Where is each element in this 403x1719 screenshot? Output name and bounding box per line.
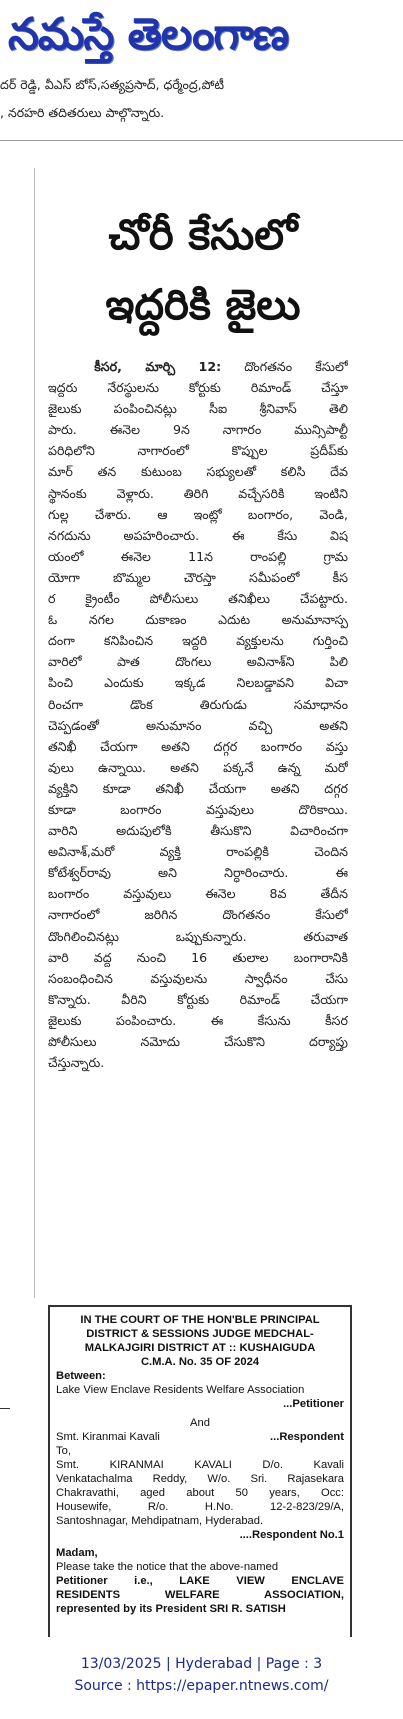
notice-to: To, [56,1445,71,1457]
notice-title-line: DISTRICT & SESSIONS JUDGE MEDCHAL- [86,1328,314,1340]
newspaper-logo: నమస్తే తెలంగాణ [8,9,289,60]
article-line: చేస్తున్నారు. [48,1055,105,1071]
article-line: వ్యక్తిని కూడా తనిఖీ చేయగా అతని దగ్గర [48,780,348,796]
notice-address-line: Smt. KIRANMAI KAVALI D/o. Kavali [56,1459,344,1471]
notice-title-line: C.M.A. No. 35 OF 2024 [140,1356,260,1368]
article-line: వులు ఉన్నాయి. అతని పక్కనే ఉన్న మరో [48,759,348,775]
article-line: వారి వద్ద నుంచి 16 తులాల బంగారానికి [48,949,348,965]
article-line: స్థానంకు వెళ్లారు. తిరిగి వచ్చేసరికి ఇంటిని [48,485,348,501]
notice-respondent-name: Smt. Kiranmai Kavali [56,1431,160,1443]
dateline: కీసర, మార్చి 12: [94,359,222,374]
notice-title-line: IN THE COURT OF THE HON'BLE PRINCIPAL [80,1314,320,1326]
footer-source: Source : https://epaper.ntnews.com/ [74,1678,329,1694]
column-mark [0,1408,10,1409]
article-line: వారిలో పాత దొంగలు అవినాశ్‌ని పిలి [48,654,348,670]
article-line: రించగా డొంక తిరుగుడు సమాధానం [48,696,348,712]
notice-respondent [50,1430,350,1444]
headline-line-2: ఇద్దరికి జైలు [105,280,301,329]
notice-petitioner-name: Lake View Enclave Residents Welfare Association [56,1384,305,1396]
notice-and: And [190,1417,210,1429]
notice-address-line: Venkatachalma Reddy, W/o. Sri. Rajasekara [56,1473,344,1485]
column-divider [34,168,35,1298]
article-line: నగదును అపహరించారు. ఈ కేసు విష [48,527,348,543]
article-line: చెప్పడంతో అనుమానం వచ్చి అతని [48,717,348,733]
article-line: తనిఖీ చేయగా అతని దగ్గర బంగారం వస్తు [48,738,348,754]
article-line: పరిధిలోని నాగారంలో కొప్పుల ప్రదీప్‌కు [48,443,348,459]
masthead [0,0,403,72]
notice-body-line: represented by its President SRI R. SATISH [56,1603,286,1615]
article-line: పారు. ఈనెల 9న నాగారం మున్సిపాల్టీ [48,422,348,438]
previous-article-line-2: , నరహరి తదితరులు పాల్గొన్నారు. [0,105,165,120]
article-line: నాగారంలో జరిగిన దొంగతనం కేసులో [48,907,348,923]
article-line: కూడా బంగారం వస్తువులు దొరికాయి. [48,801,348,817]
article-line: దంగా కనిపించిన ఇద్దరి వ్యక్తులను గుర్తించి [48,633,348,649]
notice-body-line: RESIDENTS WELFARE ASSOCIATION, [56,1589,344,1601]
article-line: అవినాశ్,మరో వ్యక్తి రాంపల్లికి చెందిన [48,844,348,860]
section-divider [0,140,403,141]
notice-title-line: MALKAJGIRI DISTRICT AT :: KUSHAIGUDA [84,1342,316,1354]
article-line: కొన్నారు. వీరిని కోర్టుకు రిమాండ్ చేయగా [48,991,348,1007]
previous-article-line-1: దర్ రెడ్డి, వీఎస్ బోస్,సత్యప్రసాద్, ధర్మేంద్ర,పోటీ [0,77,225,92]
article-line: పోలీసులు నమోదు చేసుకొని దర్యాప్తు [48,1034,348,1049]
notice-salutation: Madam, [56,1547,98,1559]
article-line: మార్ తన కుటుంబ సభ్యులతో కలిసి దేవ [48,464,348,480]
article-line: దొంగతనం కేసులో [244,359,348,374]
article-line: బంగారం వస్తువులు ఈనెల 8వ తేదీన [48,886,348,902]
headline-line-1: చోరీ కేసులో [108,210,298,259]
notice-petitioner-role: ...Petitioner [283,1398,344,1410]
legal-notice [48,1305,352,1637]
article-line: యంలో ఈనెల 11న రాంపల్లి గ్రామ [48,548,348,564]
notice-body-line: Petitioner i.e., LAKE VIEW ENCLAVE [56,1575,344,1587]
notice-respondent-role: ...Respondent [270,1431,344,1443]
notice-title [50,1307,350,1369]
article-line: ఇద్దరు నేరస్థులను కోర్టుకు రిమాండ్ చేస్తూ [48,380,348,396]
article-line: ఓ నగల దుకాణం ఎదుట అనుమానాస్ప [48,612,348,628]
notice-address-line: Chakravathi, aged about 50 years, Occ: [56,1487,344,1499]
article-line: సంబంధించిన వస్తువులను స్వాధీనం చేసు [48,970,348,986]
notice-respondent-no: ....Respondent No.1 [239,1529,344,1541]
notice-body-line: Please take the notice that the above-named [56,1561,279,1573]
article-line: జైలుకు పంపించినట్లు సీఐ శ్రీనివాస్ తెలి [48,401,348,417]
notice-between: Between: [56,1370,106,1382]
article-line: వారిని అదుపులోకి తీసుకొని విచారించగా [48,823,348,839]
article-first-line [48,356,348,377]
article-line: పించి ఎందుకు ఇక్కడ నిలబడ్డావని విచా [48,675,348,691]
article-line: గుల్ల చేశారు. ఆ ఇంట్లో బంగారం, వెండి, [48,506,348,522]
notice-address-line: Housewife, R/o. H.No. 12-2-823/29/A, [56,1501,344,1513]
footer-date-edition: 13/03/2025 | Hyderabad | Page : 3 [80,1656,323,1672]
article-line: దొంగిలించినట్లు ఒప్పుకున్నారు. తరువాత [48,928,348,944]
article-line: యోగా బొమ్మల చౌరస్తా సమీపంలో కీస [48,569,348,585]
article-line: జైలుకు పంపించారు. ఈ కేసును కీసర [48,1012,348,1028]
article-line: ర క్రైంటీం పోలీసులు తనిఖీలు చేపట్టారు. [48,591,348,607]
notice-address-line: Santoshnagar, Mehdipatnam, Hyderabad. [56,1515,264,1527]
article-body [48,356,348,1073]
article-line: కోటేశ్వర్‌రావు అని నిర్ధారించారు. ఈ [48,865,348,881]
